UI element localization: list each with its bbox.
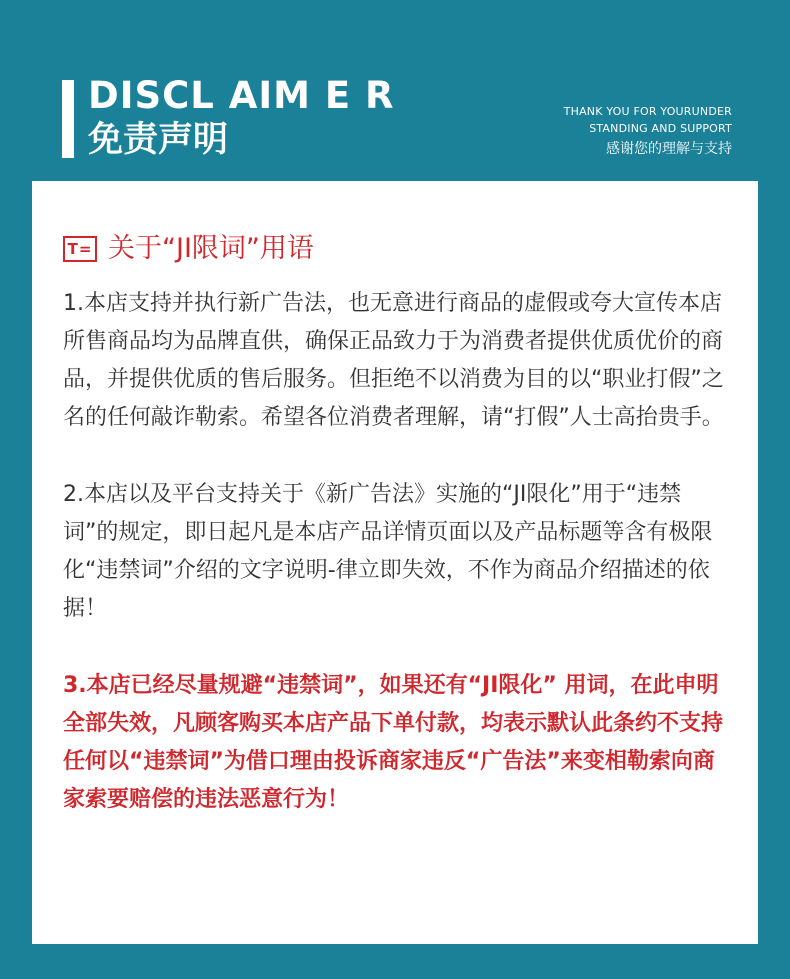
header-accent-bar bbox=[62, 80, 74, 158]
paragraph-1: 1.本店支持并执行新广告法，也无意进行商品的虚假或夸大宣传本店所售商品均为品牌直供，确保正品致力于为消费者提供优质优价的商品，并提供优质的售后服务。但拒绝不以消费为目的以“职业打假”之名的任何敲诈勒索。希望各位消费者理解，请“打假”人士高抬贵手。 bbox=[63, 291, 724, 430]
thanks-note bbox=[564, 103, 732, 159]
disclaimer-content bbox=[63, 285, 735, 819]
disclaimer-card bbox=[32, 181, 758, 944]
paragraph-3: 3.本店已经尽量规避“违禁词”，如果还有“JI限化” 用词，在此申明全部失效，凡顾客购买本店产品下单付款，均表示默认此条约不支持任何以“违禁词”为借口理由投诉商家违反“广告法”来变相勒索向商家索要赔偿的违法恶意行为！ bbox=[63, 673, 724, 812]
thanks-line-2: STANDING AND SUPPORT bbox=[589, 122, 732, 135]
section-title: 关于“JI限词”用语 bbox=[108, 233, 314, 264]
section-heading bbox=[63, 231, 314, 267]
title-english: DISCL AIM E R bbox=[88, 74, 395, 117]
thanks-chinese: 感谢您的理解与支持 bbox=[606, 141, 732, 157]
paragraph-2: 2.本店以及平台支持关于《新广告法》实施的“JI限化”用于“违禁词”的规定，即日起凡是本店产品详情页面以及产品标题等含有极限化“违禁词”介绍的文字说明-律立即失效，不作为商品介绍描述的依据！ bbox=[63, 482, 713, 621]
text-icon: T= bbox=[63, 236, 97, 262]
thanks-line-1: THANK YOU FOR YOURUNDER bbox=[563, 105, 732, 118]
title-chinese: 免责声明 bbox=[88, 120, 229, 160]
